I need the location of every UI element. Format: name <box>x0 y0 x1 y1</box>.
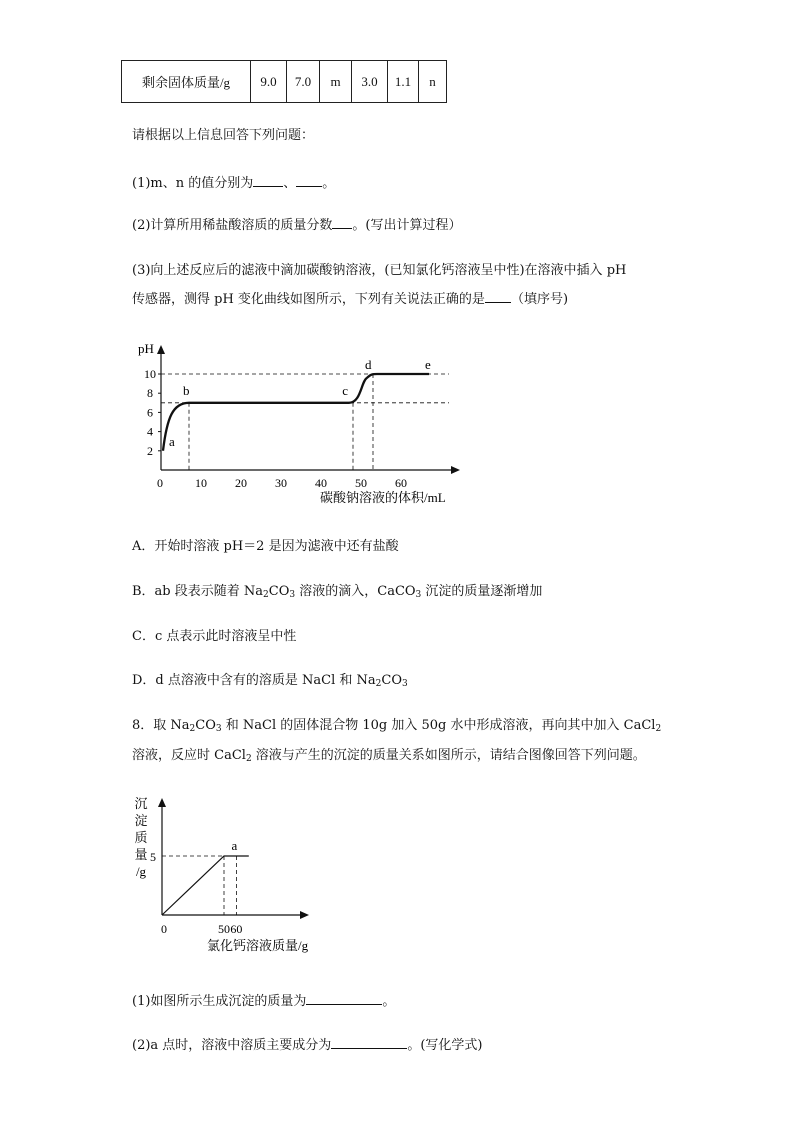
table-row <box>122 61 447 103</box>
x-axis-label: 氯化钙溶液质量/g <box>207 938 309 953</box>
answer-blank <box>485 290 511 303</box>
point-label-a: a <box>169 434 175 449</box>
y-axis-label-char: 质 <box>134 830 148 845</box>
y-tick-label: 10 <box>144 367 156 381</box>
y-tick-label: 2 <box>147 443 153 458</box>
question-2 <box>132 214 462 233</box>
residual-mass-table <box>121 60 447 103</box>
x-axis-arrow-icon <box>451 466 460 474</box>
precipitate-mass-chart <box>125 790 325 958</box>
question-1-text: (1)m、n 的值分别为 <box>132 176 254 191</box>
question-2-text: (2)计算所用稀盐酸溶质的质量分数 <box>132 218 333 233</box>
option-d: D．d 点溶液中含有的溶质是 NaCl 和 $Na_2CO_3$ <box>132 673 408 689</box>
point-label-e: e <box>425 357 431 372</box>
x-tick-label: 30 <box>275 476 287 490</box>
point-label-a: a <box>231 838 238 853</box>
x-tick-label: 60 <box>395 476 407 490</box>
y-tick-label: 8 <box>147 386 153 401</box>
x-tick-label: 40 <box>315 476 327 490</box>
table-header-cell: 剩余固体质量/g <box>122 61 251 103</box>
question-8-2: (2)a 点时，溶液中溶质主要成分为 。(写化学式) <box>132 1038 483 1053</box>
answer-blank <box>306 992 382 1005</box>
y-tick-label: 5 <box>150 850 156 864</box>
x-tick-label: 0 <box>161 922 167 936</box>
ph-curve-line <box>163 374 429 451</box>
point-label-c: c <box>342 382 348 398</box>
x-tick-label: 50 <box>218 922 230 936</box>
y-tick-label: 4 <box>147 424 153 439</box>
answer-blank <box>296 174 322 187</box>
table-cell: m <box>320 61 352 103</box>
question-3-text: 传感器，测得 pH 变化曲线如图所示，下列有关说法正确的是 <box>132 292 485 307</box>
answer-blank <box>331 1036 407 1049</box>
question-3-line2 <box>132 288 568 307</box>
table-cell: 9.0 <box>251 61 287 103</box>
y-axis-label-char: 量 <box>134 847 148 862</box>
x-tick-label: 60 <box>230 922 243 936</box>
question-3-note: （填序号) <box>510 292 569 307</box>
table-cell: 7.0 <box>287 61 320 103</box>
question-8-line1: 8．取 $Na_2CO_3$ 和 NaCl 的固体混合物 10g 加入 50g 水中形成溶液，再向其中加入 CaCl$_2$ <box>132 718 662 734</box>
x-tick-label: 0 <box>157 476 163 490</box>
x-axis-arrow-icon <box>300 911 309 919</box>
question-1 <box>132 172 335 191</box>
answer-blank <box>332 216 352 229</box>
intro-text: 请根据以上信息回答下列问题： <box>132 128 315 143</box>
y-axis-arrow-icon <box>158 798 166 807</box>
question-2-note: 。(写出计算过程） <box>352 218 462 233</box>
question-8-1: (1)如图所示生成沉淀的质量为 。 <box>132 994 396 1009</box>
option-c: C．c 点表示此时溶液呈中性 <box>132 629 297 644</box>
question-3-line1: (3)向上述反应后的滤液中滴加碳酸钠溶液，(已知氯化钙溶液呈中性)在溶液中插入 pH <box>132 263 627 278</box>
option-a: A．开始时溶液 pH＝2 是因为滤液中还有盐酸 <box>132 539 399 554</box>
x-tick-label: 10 <box>195 476 207 490</box>
y-tick-label: 6 <box>147 405 153 420</box>
table-cell: n <box>419 61 447 103</box>
y-axis-label-char: /g <box>135 864 147 879</box>
y-axis-label-char: 沉 <box>134 796 148 811</box>
precipitate-line <box>162 856 249 915</box>
answer-blank <box>253 174 283 187</box>
point-label-d: d <box>365 357 372 372</box>
option-b: B．ab 段表示随着 $Na_2CO_3$ 溶液的滴入，CaCO$_3$ 沉淀的质量逐渐增加 <box>132 584 543 600</box>
y-axis-label: pH <box>138 341 154 356</box>
punctuation: 。 <box>322 176 336 191</box>
question-8-line2: 溶液，反应时 CaCl$_2$ 溶液与产生的沉淀的质量关系如图所示，请结合图像回答下列问题。 <box>132 748 646 764</box>
separator: 、 <box>283 176 297 191</box>
y-axis-label-char: 淀 <box>134 813 148 828</box>
table-cell: 3.0 <box>352 61 388 103</box>
ph-curve-chart <box>130 338 470 510</box>
x-tick-label: 20 <box>235 476 247 490</box>
point-label-b: b <box>183 382 190 398</box>
y-axis-arrow-icon <box>157 345 165 354</box>
x-axis-label: 碳酸钠溶液的体积/mL <box>320 490 446 505</box>
table-cell: 1.1 <box>388 61 419 103</box>
x-tick-label: 50 <box>355 476 367 490</box>
